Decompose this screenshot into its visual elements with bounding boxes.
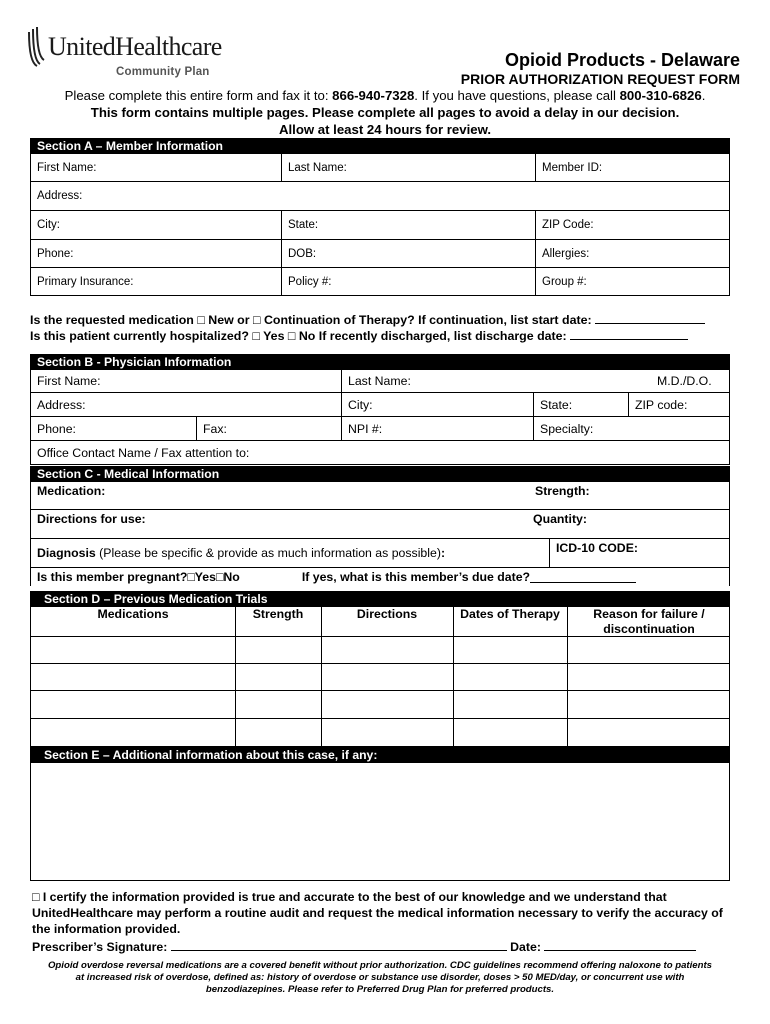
policy-number-field[interactable]: Policy #: (281, 268, 535, 295)
instruction-line-1: Please complete this entire form and fax it to: 866-940-7328. If you have questions, please call 800-310-6826. (64, 88, 706, 103)
physician-info-grid (30, 370, 730, 465)
instruction-line-3: Allow at least 24 hours for review. (278, 122, 492, 137)
naloxone-footnote: Opioid overdose reversal medications are a covered benefit without prior authorization. CDC guidelines recommend offering naloxone to patients at increased risk of overdose, defined as: history of overdose or substance use disorder, doses > 50 MED/day, or concurrent use with benzodiazepines. Please refer to Preferred Drug Plan for preferred products. (47, 960, 713, 995)
column-directions: Directions (356, 607, 418, 621)
office-contact-field[interactable]: Office Contact Name / Fax attention to: (37, 445, 250, 460)
physician-state-field[interactable]: State: (533, 393, 628, 416)
table-row[interactable] (31, 691, 729, 719)
column-reason-for-failure: Reason for failure / discontinuation (593, 607, 705, 636)
member-last-name-field[interactable]: Last Name: (281, 154, 535, 181)
form-title: Opioid Products - Delaware (504, 50, 740, 70)
hospitalized-yes-checkbox[interactable]: □ (252, 329, 260, 343)
continuation-question: Is the requested medication □ New or □ Continuation of Therapy? If continuation, list start date: (30, 313, 705, 327)
member-state-field[interactable]: State: (281, 211, 535, 239)
physician-last-name-field[interactable]: Last Name: (341, 370, 729, 392)
pregnancy-question: Is this member pregnant? □ Yes □ No If yes, what is this member’s due date? (31, 568, 729, 586)
member-allergies-field[interactable]: Allergies: (535, 240, 729, 267)
hospitalized-no-checkbox[interactable]: □ (287, 329, 296, 343)
column-strength: Strength (252, 607, 304, 621)
fax-number: 866-940-7328 (332, 88, 415, 103)
member-zip-field[interactable]: ZIP Code: (535, 211, 729, 239)
member-info-grid (30, 154, 730, 296)
certification-statement: □ I certify the information provided is true and accurate to the best of our knowledge and we understand that UnitedHealthcare may perform a routine audit and request the medical information necessary to verify the accuracy of the information provided. (32, 890, 723, 936)
member-phone-field[interactable]: Phone: (37, 247, 74, 260)
new-checkbox[interactable]: □ (197, 313, 205, 327)
physician-address-field[interactable]: Address: (37, 397, 86, 412)
quantity-field[interactable]: Quantity: (533, 512, 587, 526)
section-d-header: Section D – Previous Medication Trials (30, 591, 730, 607)
start-date-line[interactable] (595, 313, 705, 324)
phone-number: 800-310-6826 (619, 88, 702, 103)
form-subtitle: PRIOR AUTHORIZATION REQUEST FORM (460, 71, 740, 87)
due-date-line[interactable] (530, 572, 636, 583)
uhc-logo (26, 26, 226, 82)
member-address-field[interactable]: Address: (37, 190, 83, 202)
member-first-name-field[interactable]: First Name: (37, 161, 97, 174)
physician-fax-field[interactable]: Fax: (196, 417, 341, 440)
section-c-header: Section C - Medical Information (30, 466, 730, 482)
column-medications: Medications (97, 607, 169, 621)
section-a-header: Section A – Member Information (30, 138, 730, 154)
physician-zip-field[interactable]: ZIP code: (628, 393, 729, 416)
pregnant-yes-checkbox[interactable]: □ (187, 570, 195, 584)
physician-city-field[interactable]: City: (341, 393, 533, 416)
discharge-date-line[interactable] (570, 329, 688, 340)
signature-field[interactable] (171, 940, 507, 951)
medication-trials-table (30, 606, 730, 747)
member-dob-field[interactable]: DOB: (281, 240, 535, 267)
instruction-line-2: This form contains multiple pages. Please complete all pages to avoid a delay in our decision. (90, 105, 680, 120)
table-row[interactable] (31, 664, 729, 691)
logo-subtitle: Community Plan (116, 66, 210, 78)
diagnosis-field[interactable]: Diagnosis (Please be specific & provide as much information as possible): (37, 546, 446, 560)
column-dates-of-therapy: Dates of Therapy (460, 607, 560, 621)
md-do-label: M.D./D.O. (657, 374, 712, 388)
group-number-field[interactable]: Group #: (535, 268, 729, 295)
physician-first-name-field[interactable]: First Name: (37, 374, 101, 388)
medication-field[interactable]: Medication: (37, 484, 106, 498)
table-row[interactable] (31, 637, 729, 664)
physician-specialty-field[interactable]: Specialty: (533, 417, 729, 440)
certify-checkbox[interactable]: □ (32, 890, 40, 904)
section-e-header: Section E – Additional information about this case, if any: (30, 747, 730, 763)
section-b-header: Section B - Physician Information (30, 354, 730, 370)
directions-field[interactable]: Directions for use: (37, 512, 146, 526)
member-city-field[interactable]: City: (37, 219, 60, 231)
icd10-field[interactable]: ICD-10 CODE: (549, 539, 729, 567)
hospitalized-question: Is this patient currently hospitalized? □ Yes □ No If recently discharged, list discharge date: (30, 329, 688, 343)
medical-info-grid (30, 482, 730, 586)
pregnant-no-checkbox[interactable]: □ (215, 570, 224, 584)
primary-insurance-field[interactable]: Primary Insurance: (37, 275, 134, 288)
physician-npi-field[interactable]: NPI #: (341, 417, 533, 440)
date-field[interactable] (544, 940, 696, 951)
table-row[interactable] (31, 719, 729, 747)
signature-line: Prescriber’s Signature: Date: (32, 940, 696, 954)
strength-field[interactable]: Strength: (535, 484, 590, 498)
uhc-logo-icon (26, 26, 48, 68)
additional-info-textarea[interactable] (30, 762, 730, 881)
logo-name: UnitedHealthcare (48, 32, 222, 61)
member-id-field[interactable]: Member ID: (535, 154, 729, 181)
continuation-checkbox[interactable]: □ (253, 313, 261, 327)
physician-phone-field[interactable]: Phone: (37, 421, 76, 436)
